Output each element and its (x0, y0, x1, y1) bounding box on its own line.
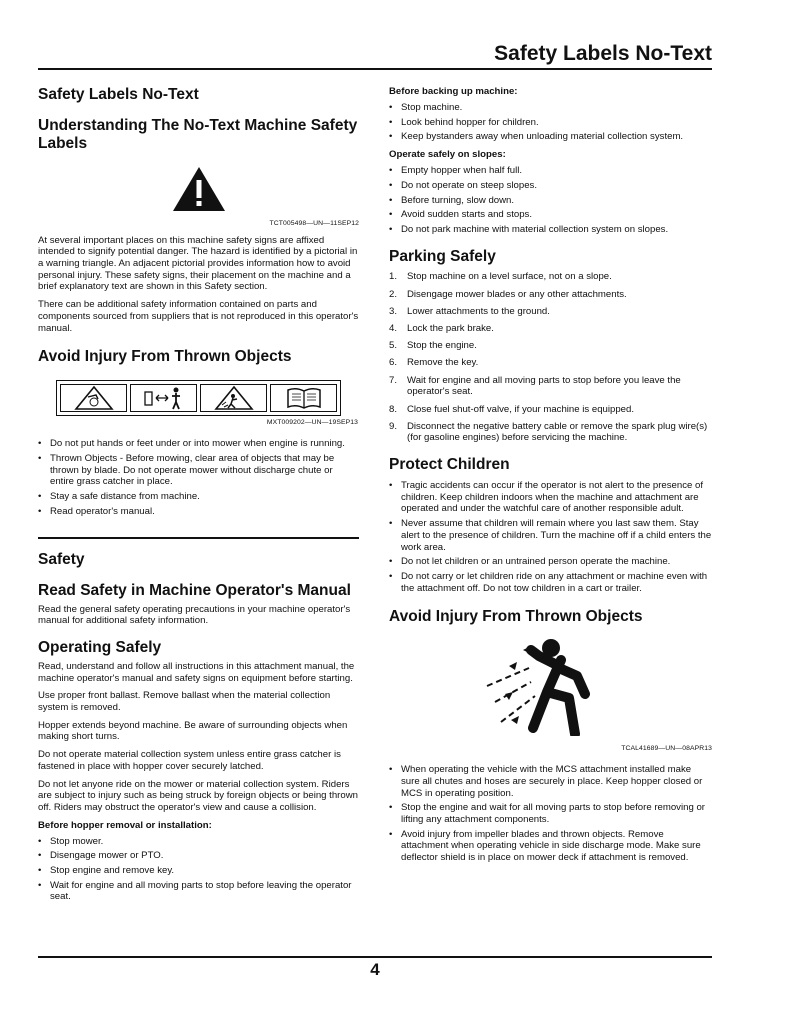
bullet-list (389, 102, 712, 143)
header-rule (38, 68, 712, 70)
list-item: • Do not put hands or feet under or into mower when engine is running. (38, 438, 359, 450)
list-item: • Tragic accidents can occur if the operator is not alert to the presence of children. Keep children indoors when the machine and attachment are operated and under the watchful care of another responsible adult. (389, 480, 712, 515)
paragraph: Do not let anyone ride on the mower or material collection system. Riders are subject to injury such as being struck by foreign objects or being thrown off. Riders may obstruct the operator's view and cause a collision. (38, 778, 358, 813)
bullet-list (38, 438, 359, 517)
list-item: • Before turning, slow down. (389, 195, 712, 207)
paragraph: Read, understand and follow all instructions in this attachment manual, the machine operator's manual and safety signs on equipment before starting. (38, 660, 355, 684)
list-item: • Stop the engine and wait for all moving parts to stop before removing or lifting any attachment components. (389, 802, 712, 825)
section-heading-operating-safely: Operating Safely (38, 639, 162, 657)
warning-triangle-figure (38, 165, 359, 218)
section-divider (38, 537, 359, 539)
list-item: • Stop machine. (389, 102, 712, 114)
subheading: Operate safely on slopes: (389, 149, 506, 161)
list-item: 2. Disengage mower blades or any other attachments. (389, 288, 627, 300)
hand-blade-hazard-icon (60, 384, 127, 412)
page-number: 4 (370, 960, 380, 979)
section-heading-safety-labels: Safety Labels No-Text (38, 86, 199, 103)
list-item: 3. Lower attachments to the ground. (389, 305, 550, 317)
page-title: Safety Labels No-Text (494, 42, 712, 65)
bullet-list (389, 764, 712, 864)
list-item: • Never assume that children will remain where you last saw them. Stay alert to the presence of children. Turn the machine off if a child enters the work area. (389, 518, 712, 553)
list-item: • Read operator's manual. (38, 506, 359, 518)
paragraph: Do not operate material collection system unless entire grass catcher is fastened in place with hopper cover securely latched. (38, 749, 341, 772)
list-item: 9. Disconnect the negative battery cable or remove the spark plug wire(s) (for gasoline engines) before servicing the machine. (389, 420, 708, 444)
figure-caption: MXT009202—UN—19SEP13 (266, 419, 358, 427)
bullet-list (389, 480, 712, 594)
paragraph: Hopper extends beyond machine. Be aware of surrounding objects when making short turns. (38, 719, 348, 743)
list-item: • Stop engine and remove key. (38, 865, 359, 877)
list-item: 8. Close fuel shut-off valve, if your machine is equipped. (389, 403, 634, 415)
person-struck-by-debris-icon (481, 636, 621, 736)
list-item: • When operating the vehicle with the MCS attachment installed make sure all chutes and hoses are securely in place. Keep hopper closed or MCS in operating position. (389, 764, 712, 799)
list-item: • Avoid sudden starts and stops. (389, 209, 712, 221)
subheading: Before backing up machine: (389, 86, 518, 97)
list-item: • Wait for engine and all moving parts to stop before leaving the operator seat. (38, 880, 359, 903)
list-item: • Do not operate on steep slopes. (389, 180, 712, 192)
bullet-list (38, 836, 359, 904)
list-item: 5. Stop the engine. (389, 340, 477, 352)
list-item: • Do not carry or let children ride on any attachment or machine even with the attachment off. Do not tow children in a cart or trailer. (389, 571, 712, 594)
list-item: • Look behind hopper for children. (389, 117, 712, 129)
bullet-list (389, 165, 712, 236)
list-item: 7. Wait for engine and all moving parts to stop before you leave the operator's seat. (389, 374, 681, 398)
list-item: • Avoid injury from impeller blades and thrown objects. Remove attachment when operating vehicle in side discharge mode. Make sure deflector shield is in place on mower deck if attachment is removed. (389, 829, 712, 864)
safety-label-strip (56, 380, 341, 416)
figure-caption: TCAL41689—UN—08APR13 (621, 745, 712, 753)
section-subheading-understanding-labels: Understanding The No-Text Machine Safety Labels (38, 117, 358, 152)
subheading: Before hopper removal or installation: (38, 819, 212, 831)
list-item: • Disengage mower or PTO. (38, 850, 359, 862)
list-item: 6. Remove the key. (389, 357, 479, 369)
section-heading-read-manual: Read Safety in Machine Operator's Manual (38, 581, 351, 599)
list-item: 4. Lock the park brake. (389, 323, 494, 335)
section-heading-thrown-objects-2: Avoid Injury From Thrown Objects (389, 608, 643, 626)
section-heading-parking-safely: Parking Safely (389, 247, 496, 265)
warning-triangle-icon (171, 165, 227, 213)
paragraph: There can be additional safety information contained on parts and components sourced from suppliers that is not reproduced in this operator's manual. (38, 299, 359, 334)
list-item: • Thrown Objects - Before mowing, clear area of objects that may be thrown by blade. Do not operate mower without discharge chute or entire grass catcher in place. (38, 453, 359, 488)
section-heading-protect-children: Protect Children (389, 456, 510, 474)
list-item: • Stay a safe distance from machine. (38, 491, 359, 503)
thrown-object-hazard-icon (200, 384, 267, 412)
read-manual-icon (270, 384, 337, 412)
section-heading-safety: Safety (38, 550, 85, 568)
paragraph: At several important places on this machine safety signs are affixed intended to signify potential danger. The hazard is identified by a pictorial in a warning triangle. An adjacent pictorial provides information how to avoid personal injury. These safety signs, their placement on the machine and a brief explanatory text are shown in this Safety section. (38, 234, 358, 293)
list-item: • Do not park machine with material collection system on slopes. (389, 224, 712, 236)
list-item: • Keep bystanders away when unloading material collection system. (389, 131, 712, 143)
numbered-list (389, 271, 712, 444)
keep-distance-icon (130, 384, 197, 412)
figure-caption: TCT005498—UN—11SEP12 (269, 219, 359, 227)
paragraph: Read the general safety operating precautions in your machine operator's manual for additional safety information. (38, 603, 351, 627)
footer-rule (38, 956, 712, 958)
list-item: • Empty hopper when half full. (389, 165, 712, 177)
list-item: 1. Stop machine on a level surface, not on a slope. (389, 271, 612, 283)
right-column (389, 80, 712, 870)
thrown-object-figure (389, 636, 712, 741)
list-item: • Do not let children or an untrained person operate the machine. (389, 556, 712, 568)
paragraph: Use proper front ballast. Remove ballast when the material collection system is removed. (38, 690, 331, 714)
left-column (38, 80, 359, 909)
section-heading-thrown-objects: Avoid Injury From Thrown Objects (38, 348, 292, 366)
list-item: • Stop mower. (38, 836, 359, 848)
